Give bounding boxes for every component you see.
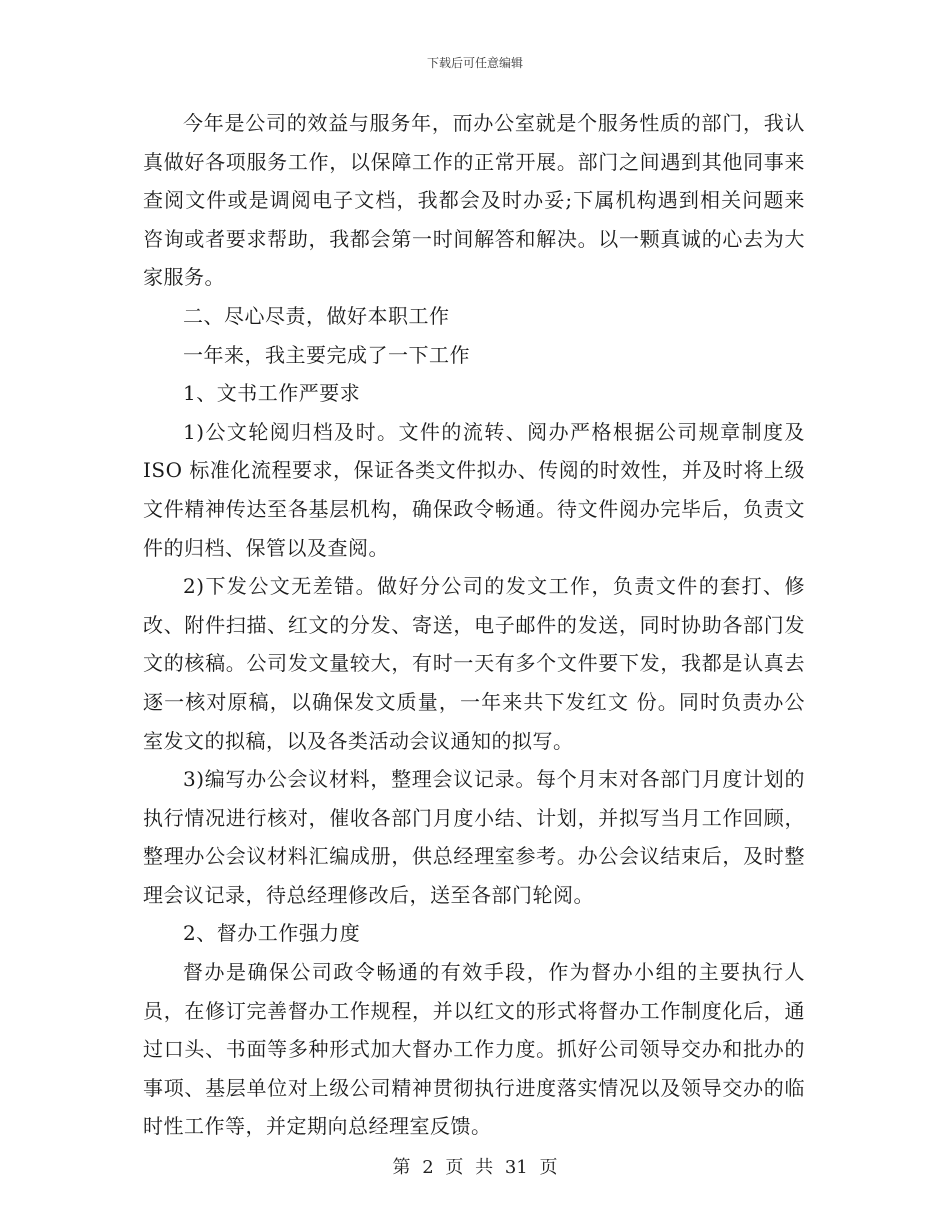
paragraph-item-3: 3)编写办公会议材料，整理会议记录。每个月末对各部门月度计划的执行情况进行核对，催收各部门月度小结、计划，并拟写当月工作回顾，整理办公会议材料汇编成册，供总经理室参考。办公会议结束后，及时整理会议记录，待总经理修改后，送至各部门轮阅。 bbox=[143, 767, 805, 907]
paragraph-item-2: 2)下发公文无差错。做好分公司的发文工作，负责文件的套打、修改、附件扫描、红文的分发、寄送，电子邮件的发送，同时协助各部门发文的核稿。公司发文量较大，有时一天有多个文件要下发，我都是认真去逐一核对原稿，以确保发文质量，一年来共下发红文 份。同时负责办公室发文的拟稿，以及各类活动会议通知的拟写。 bbox=[143, 574, 805, 753]
subheading-document-work: 1、文书工作严要求 bbox=[183, 381, 361, 406]
section-heading-duty: 二、尽心尽责，做好本职工作 bbox=[183, 303, 450, 328]
paragraph-service: 今年是公司的效益与服务年，而办公室就是个服务性质的部门，我认真做好各项服务工作，以保障工作的正常开展。部门之间遇到其他同事来查阅文件或是调阅电子文档，我都会及时办妥;下属机构遇到相关问题来咨询或者要求帮助，我都会第一时间解答和解决。以一颗真诚的心去为大家服务。 bbox=[143, 111, 805, 290]
page-header: 下载后可任意编辑 bbox=[426, 56, 523, 70]
subheading-supervision: 2、督办工作强力度 bbox=[183, 921, 361, 946]
paragraph-intro: 一年来，我主要完成了一下工作 bbox=[183, 342, 470, 367]
paragraph-item-1: 1)公文轮阅归档及时。文件的流转、阅办严格根据公司规章制度及 ISO 标准化流程要求，保证各类文件拟办、传阅的时效性，并及时将上级文件精神传达至各基层机构，确保政令畅通。待文件阅办完毕后，负责文件的归档、保管以及查阅。 bbox=[143, 419, 805, 560]
paragraph-supervision: 督办是确保公司政令畅通的有效手段，作为督办小组的主要执行人员，在修订完善督办工作规程，并以红文的形式将督办工作制度化后，通过口头、书面等多种形式加大督办工作力度。抓好公司领导交办和批办的事项、基层单位对上级公司精神贯彻执行进度落实情况以及领导交办的临时性工作等，并定期向总经理室反馈。 bbox=[143, 960, 805, 1139]
page-number: 第 2 页 共 31 页 bbox=[392, 1157, 558, 1178]
document-body bbox=[143, 104, 805, 1146]
